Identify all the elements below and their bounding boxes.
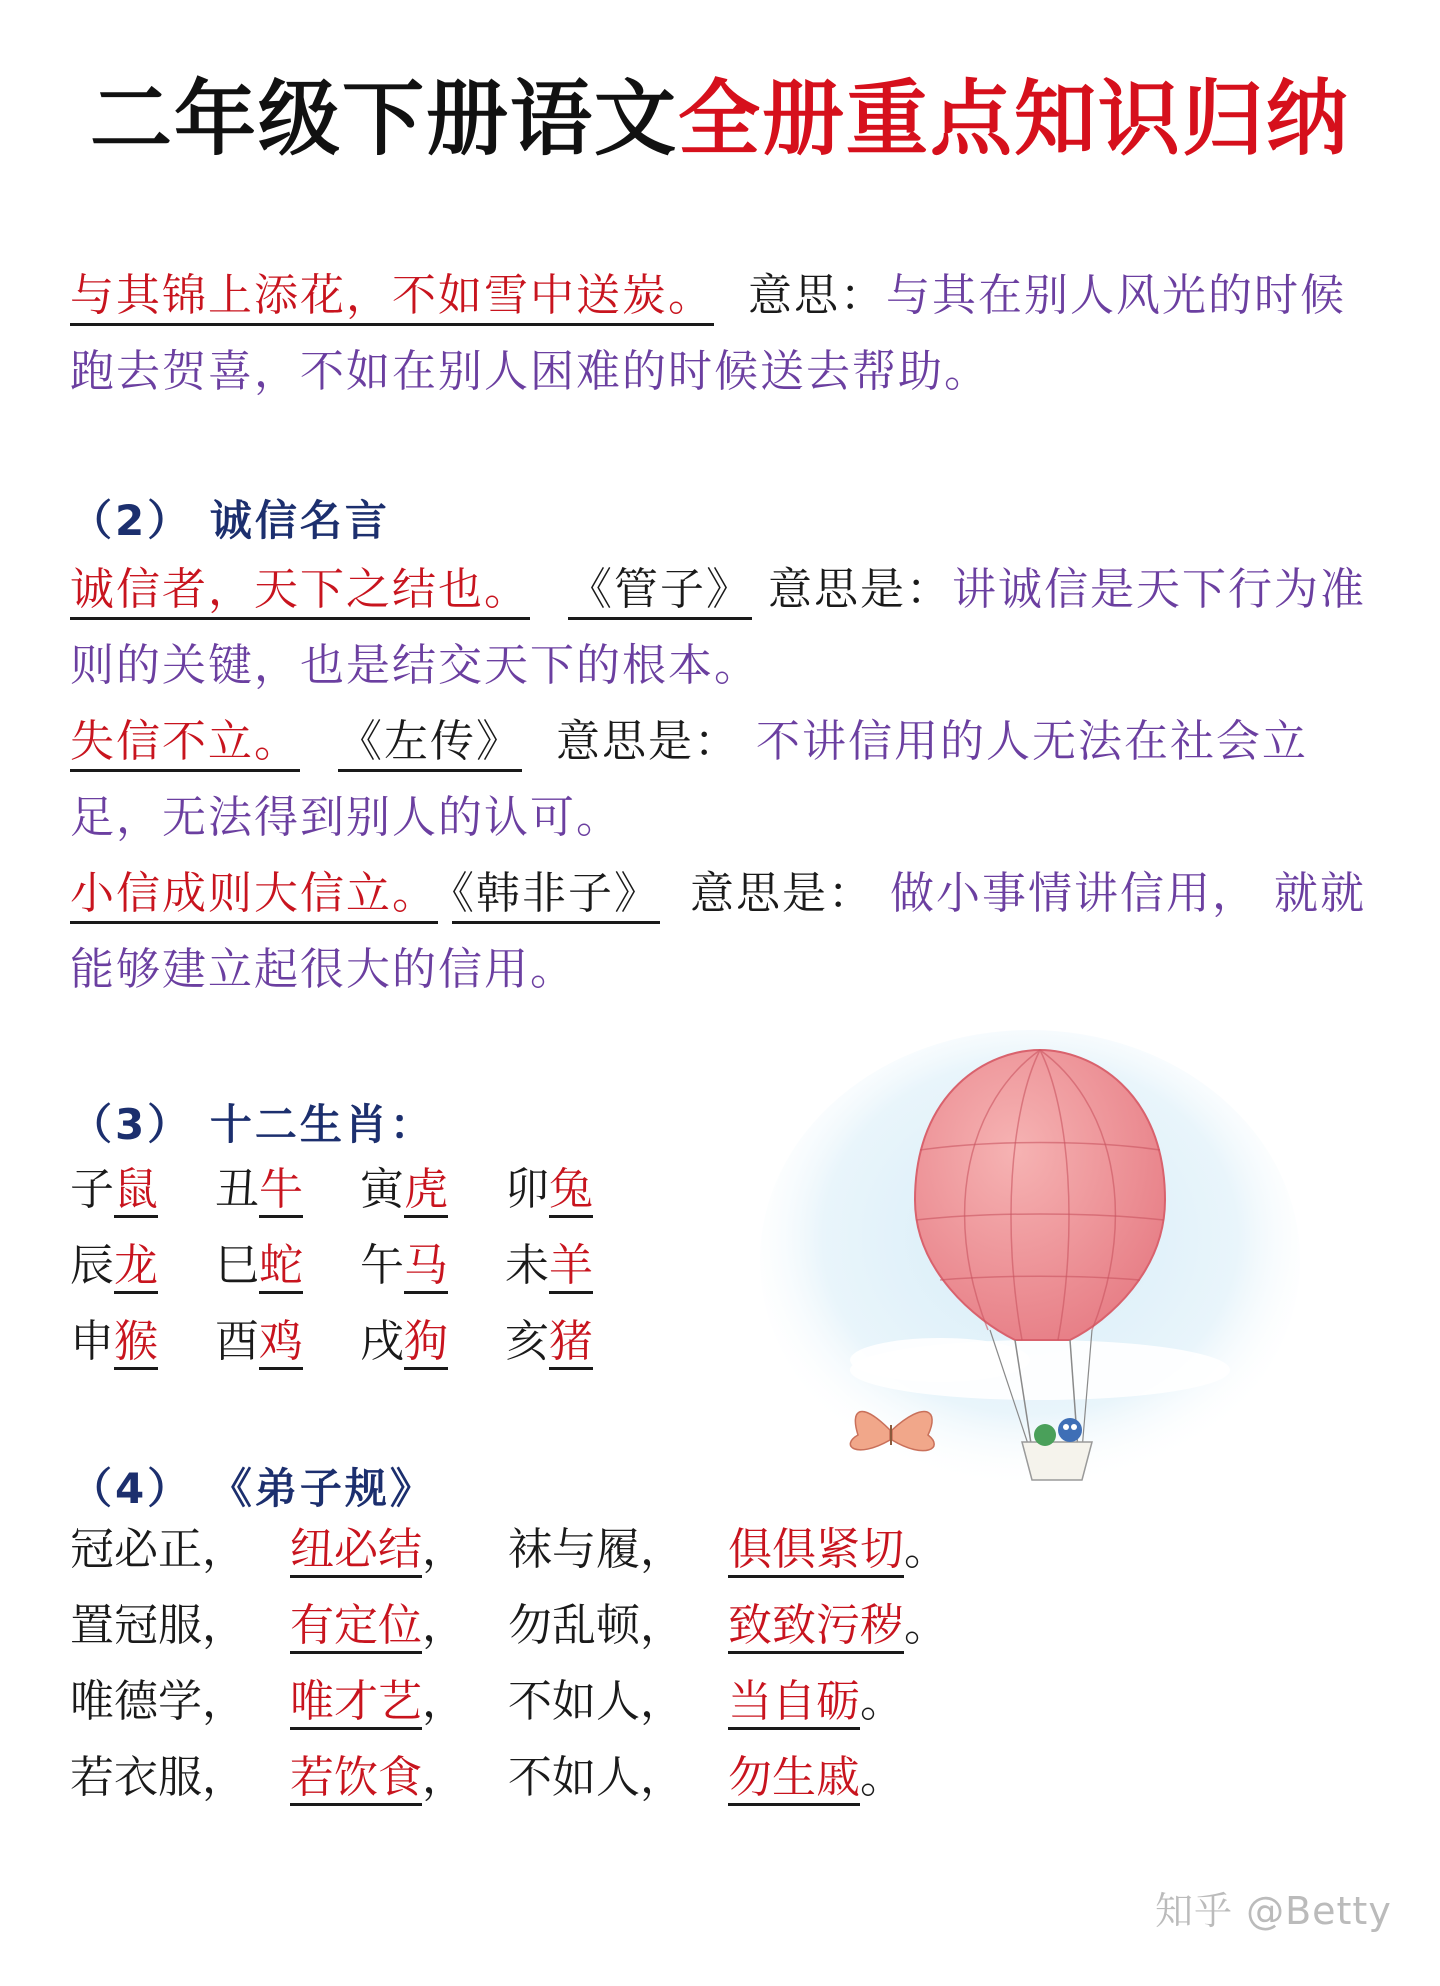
zodiac-item: 酉鸡 <box>215 1312 360 1372</box>
proverb-meaning: 与其在别人风光的时候跑去贺喜，不如在别人困难的时候送去帮助。 <box>70 270 1346 397</box>
integrity-quote-2 <box>70 704 1370 856</box>
verse-blank: 勿生戚。 <box>728 1748 988 1808</box>
verse-blank: 唯才艺， <box>290 1672 508 1732</box>
section-heading-dizigui: （4） 《弟子规》 <box>70 1464 435 1513</box>
section-heading-integrity: （2） 诚信名言 <box>70 496 390 545</box>
verse-phrase: 勿乱顿， <box>508 1600 684 1651</box>
quote-source: 《管子》 <box>568 564 752 620</box>
intro-proverb <box>70 258 1370 410</box>
quote-source: 《韩非子》 <box>452 868 660 924</box>
integrity-quote-3 <box>70 856 1370 1008</box>
verse-phrase: 不如人， <box>508 1676 684 1727</box>
zodiac-item: 卯兔 <box>505 1160 650 1220</box>
zodiac-item: 寅虎 <box>360 1160 505 1220</box>
title-part2: 全册重点知识归纳 <box>678 72 1351 167</box>
zodiac-grid <box>70 1160 650 1372</box>
integrity-quote-1 <box>70 552 1370 704</box>
meaning-label: 意思是： <box>556 716 740 767</box>
zodiac-item: 辰龙 <box>70 1236 215 1296</box>
zodiac-item: 午马 <box>360 1236 505 1296</box>
page-title <box>0 70 1440 170</box>
verse-phrase: 冠必正， <box>70 1524 246 1575</box>
verse-phrase: 不如人， <box>508 1752 684 1803</box>
proverb-quote: 与其锦上添花，不如雪中送炭。 <box>70 270 714 326</box>
verse-phrase: 袜与履， <box>508 1524 684 1575</box>
quote-meaning: 做小事情讲信用， 就就能够建立起很大的信用。 <box>70 868 1366 995</box>
quote-meaning: 讲诚信是天下行为准则的关键，也是结交天下的根本。 <box>70 564 1366 691</box>
dizigui-lines <box>70 1520 988 1808</box>
verse-blank: 当自砺。 <box>728 1672 988 1732</box>
quote-text: 诚信者，天下之结也。 <box>70 564 530 620</box>
zodiac-item: 戌狗 <box>360 1312 505 1372</box>
zodiac-item: 巳蛇 <box>215 1236 360 1296</box>
verse-phrase: 唯德学， <box>70 1676 246 1727</box>
zodiac-item: 亥猪 <box>505 1312 650 1372</box>
verse-blank: 致致污秽。 <box>728 1596 988 1656</box>
verse-blank: 俱俱紧切。 <box>728 1520 988 1580</box>
zodiac-item: 申猴 <box>70 1312 215 1372</box>
verse-phrase: 若衣服， <box>70 1752 246 1803</box>
meaning-label: 意思是： <box>768 564 952 615</box>
section-heading-zodiac: （3） 十二生肖： <box>70 1100 435 1149</box>
zodiac-item: 子鼠 <box>70 1160 215 1220</box>
meaning-label: 意思： <box>748 270 886 321</box>
verse-blank: 有定位， <box>290 1596 508 1656</box>
meaning-label: 意思是： <box>690 868 874 919</box>
quote-meaning: 不讲信用的人无法在社会立足，无法得到别人的认可。 <box>70 716 1308 843</box>
quote-source: 《左传》 <box>338 716 522 772</box>
zhihu-watermark: 知乎 @Betty <box>1155 1889 1392 1933</box>
quote-text: 失信不立。 <box>70 716 300 772</box>
zodiac-item: 未羊 <box>505 1236 650 1296</box>
hot-air-balloon-illustration <box>740 1030 1300 1510</box>
verse-phrase: 置冠服， <box>70 1600 246 1651</box>
title-part1: 二年级下册语文 <box>89 72 678 167</box>
verse-blank: 若饮食， <box>290 1748 508 1808</box>
verse-blank: 纽必结， <box>290 1520 508 1580</box>
zodiac-item: 丑牛 <box>215 1160 360 1220</box>
quote-text: 小信成则大信立。 <box>70 868 438 924</box>
